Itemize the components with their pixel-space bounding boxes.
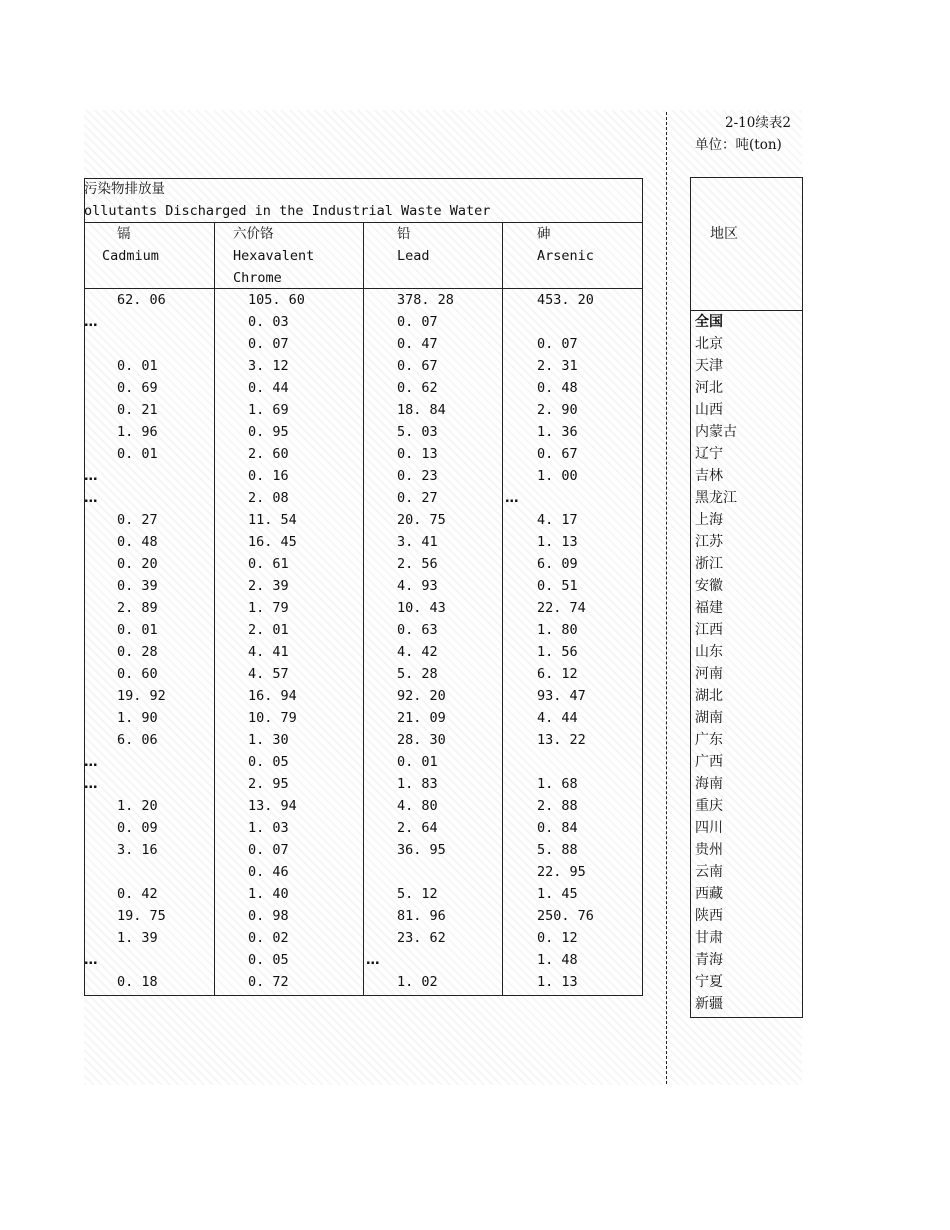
column-header-arsenic-cn: 砷 [537,226,551,242]
table-cell-lead: 3. 41 [397,534,438,550]
table-cell-lead: 2. 64 [397,820,438,836]
table-cell-arsenic: 0. 07 [537,336,578,352]
page-divider [666,112,667,1084]
table-cell-chrome: 0. 61 [248,556,289,572]
table-cell-cadmium: 19. 75 [117,908,166,924]
table-cell-cadmium: … [84,952,98,968]
table-cell-cadmium: 0. 18 [117,974,158,990]
table-cell-lead: 0. 47 [397,336,438,352]
region-label: 安徽 [695,578,723,594]
region-label: 山西 [695,402,723,418]
table-cell-chrome: 0. 16 [248,468,289,484]
table-cell-cadmium: 0. 42 [117,886,158,902]
table-cell-arsenic: 0. 12 [537,930,578,946]
table-cell-chrome: 0. 95 [248,424,289,440]
region-label: 甘肃 [695,930,723,946]
table-cell-chrome: 2. 08 [248,490,289,506]
table-cell-chrome: 1. 40 [248,886,289,902]
table-cell-lead: 0. 63 [397,622,438,638]
table-cell-lead: 0. 67 [397,358,438,374]
table-cell-chrome: 2. 39 [248,578,289,594]
table-cell-lead: 20. 75 [397,512,446,528]
table-cell-arsenic: 6. 09 [537,556,578,572]
table-number: 2-10续表2 [725,115,791,131]
table-cell-chrome: 11. 54 [248,512,297,528]
table-cell-cadmium: … [84,776,98,792]
table-cell-chrome: 16. 94 [248,688,297,704]
table-cell-cadmium: 2. 89 [117,600,158,616]
table-cell-arsenic: 4. 44 [537,710,578,726]
table-cell-lead: 5. 28 [397,666,438,682]
table-cell-chrome: 4. 57 [248,666,289,682]
table-cell-arsenic: 1. 45 [537,886,578,902]
region-label: 湖南 [695,710,723,726]
region-label: 全国 [695,314,723,330]
table-cell-lead: 2. 56 [397,556,438,572]
table-cell-cadmium: 0. 01 [117,358,158,374]
table-cell-arsenic: 1. 00 [537,468,578,484]
table-cell-arsenic: 2. 31 [537,358,578,374]
column-divider [214,222,215,995]
table-cell-chrome: 2. 01 [248,622,289,638]
table-cell-arsenic: 0. 51 [537,578,578,594]
table-cell-cadmium: 0. 28 [117,644,158,660]
table-cell-cadmium: 0. 01 [117,622,158,638]
region-label: 吉林 [695,468,723,484]
table-cell-cadmium: 0. 01 [117,446,158,462]
table-cell-cadmium: 62. 06 [117,292,166,308]
table-cell-lead: 5. 12 [397,886,438,902]
region-label: 浙江 [695,556,723,572]
column-header-lead-en: Lead [397,248,430,264]
region-label: 青海 [695,952,723,968]
table-cell-arsenic: 2. 88 [537,798,578,814]
region-label: 新疆 [695,996,723,1012]
table-cell-cadmium: 0. 20 [117,556,158,572]
table-cell-cadmium: 1. 20 [117,798,158,814]
table-cell-lead: 0. 01 [397,754,438,770]
region-label: 湖北 [695,688,723,704]
table-cell-cadmium: 0. 69 [117,380,158,396]
table-cell-arsenic: 6. 12 [537,666,578,682]
table-cell-cadmium: 1. 96 [117,424,158,440]
table-cell-cadmium: 0. 39 [117,578,158,594]
table-cell-chrome: 0. 02 [248,930,289,946]
table-cell-cadmium: … [84,754,98,770]
table-cell-arsenic: 1. 13 [537,534,578,550]
table-cell-arsenic: 1. 56 [537,644,578,660]
table-cell-lead: 1. 83 [397,776,438,792]
table-cell-cadmium: 1. 39 [117,930,158,946]
table-cell-lead: 28. 30 [397,732,446,748]
table-cell-arsenic: 0. 67 [537,446,578,462]
table-cell-chrome: 1. 03 [248,820,289,836]
table-cell-chrome: 0. 07 [248,842,289,858]
table-cell-arsenic: 453. 20 [537,292,594,308]
table-cell-lead: 0. 07 [397,314,438,330]
region-label: 云南 [695,864,723,880]
region-label: 天津 [695,358,723,374]
table-cell-chrome: 0. 44 [248,380,289,396]
region-label: 贵州 [695,842,723,858]
table-title-cn: 污染物排放量 [84,181,165,197]
table-cell-chrome: 105. 60 [248,292,305,308]
table-cell-lead: 36. 95 [397,842,446,858]
table-cell-cadmium: … [84,468,98,484]
table-cell-lead: 0. 62 [397,380,438,396]
table-cell-arsenic: 5. 88 [537,842,578,858]
table-cell-chrome: 0. 05 [248,952,289,968]
column-header-chrome-cn: 六价铬 [233,226,274,242]
region-label: 陕西 [695,908,723,924]
column-header-arsenic-en: Arsenic [537,248,594,264]
table-cell-arsenic: 1. 80 [537,622,578,638]
table-cell-lead: 4. 80 [397,798,438,814]
table-cell-chrome: 13. 94 [248,798,297,814]
region-label: 江西 [695,622,723,638]
table-cell-cadmium: 19. 92 [117,688,166,704]
table-cell-lead: 92. 20 [397,688,446,704]
region-label: 河北 [695,380,723,396]
table-cell-cadmium: 1. 90 [117,710,158,726]
table-cell-chrome: 1. 79 [248,600,289,616]
column-header-lead-cn: 铅 [397,226,411,242]
table-cell-chrome: 1. 30 [248,732,289,748]
table-cell-chrome: 2. 95 [248,776,289,792]
table-cell-arsenic: 2. 90 [537,402,578,418]
table-cell-lead: 5. 03 [397,424,438,440]
table-cell-cadmium: 0. 09 [117,820,158,836]
table-cell-lead: 0. 23 [397,468,438,484]
region-header: 地区 [710,226,738,242]
table-cell-lead: 0. 27 [397,490,438,506]
table-cell-cadmium: 6. 06 [117,732,158,748]
table-cell-chrome: 0. 05 [248,754,289,770]
table-cell-lead: 1. 02 [397,974,438,990]
region-label: 江苏 [695,534,723,550]
table-cell-cadmium: 0. 60 [117,666,158,682]
column-header-chrome-en: Hexavalent [233,248,315,264]
table-cell-arsenic: 93. 47 [537,688,586,704]
table-cell-arsenic: 250. 76 [537,908,594,924]
column-divider [502,222,503,995]
column-header-cadmium-cn: 镉 [117,226,131,242]
table-cell-cadmium: … [84,490,98,506]
table-cell-chrome: 1. 69 [248,402,289,418]
region-label: 西藏 [695,886,723,902]
region-label: 黑龙江 [695,490,737,506]
table-cell-arsenic: 22. 95 [537,864,586,880]
region-label: 内蒙古 [695,424,737,440]
region-label: 广西 [695,754,723,770]
table-cell-arsenic: 1. 48 [537,952,578,968]
table-cell-lead: 0. 13 [397,446,438,462]
unit-label: 单位：吨(ton) [695,137,782,153]
table-cell-cadmium: 0. 21 [117,402,158,418]
region-label: 海南 [695,776,723,792]
region-label: 四川 [695,820,723,836]
region-label: 上海 [695,512,723,528]
table-cell-arsenic: 1. 68 [537,776,578,792]
table-cell-arsenic: … [505,490,519,506]
table-cell-lead: 21. 09 [397,710,446,726]
region-label: 山东 [695,644,723,660]
table-cell-chrome: 0. 07 [248,336,289,352]
table-cell-chrome: 0. 03 [248,314,289,330]
table-cell-arsenic: 0. 84 [537,820,578,836]
column-header-cadmium-en: Cadmium [102,248,159,264]
region-label: 河南 [695,666,723,682]
region-label: 重庆 [695,798,723,814]
table-cell-lead: … [366,952,380,968]
table-cell-lead: 10. 43 [397,600,446,616]
table-cell-chrome: 0. 98 [248,908,289,924]
table-cell-arsenic: 0. 48 [537,380,578,396]
table-cell-chrome: 4. 41 [248,644,289,660]
region-label: 辽宁 [695,446,723,462]
table-cell-arsenic: 4. 17 [537,512,578,528]
table-cell-arsenic: 1. 13 [537,974,578,990]
table-cell-arsenic: 13. 22 [537,732,586,748]
table-cell-cadmium: … [84,314,98,330]
region-label: 福建 [695,600,723,616]
table-title-en: ollutants Discharged in the Industrial Waste Water [84,203,491,219]
table-cell-cadmium: 0. 48 [117,534,158,550]
table-cell-arsenic: 22. 74 [537,600,586,616]
table-cell-cadmium: 3. 16 [117,842,158,858]
table-cell-lead: 81. 96 [397,908,446,924]
region-label: 宁夏 [695,974,723,990]
table-cell-chrome: 0. 72 [248,974,289,990]
column-header-chrome-en2: Chrome [233,270,282,286]
table-cell-chrome: 2. 60 [248,446,289,462]
table-cell-chrome: 3. 12 [248,358,289,374]
table-cell-lead: 18. 84 [397,402,446,418]
table-cell-lead: 23. 62 [397,930,446,946]
table-cell-cadmium: 0. 27 [117,512,158,528]
region-label: 广东 [695,732,723,748]
table-cell-chrome: 16. 45 [248,534,297,550]
table-cell-chrome: 0. 46 [248,864,289,880]
region-label: 北京 [695,336,723,352]
table-cell-lead: 4. 42 [397,644,438,660]
table-cell-lead: 378. 28 [397,292,454,308]
table-cell-chrome: 10. 79 [248,710,297,726]
table-cell-arsenic: 1. 36 [537,424,578,440]
column-divider [363,222,364,995]
table-cell-lead: 4. 93 [397,578,438,594]
